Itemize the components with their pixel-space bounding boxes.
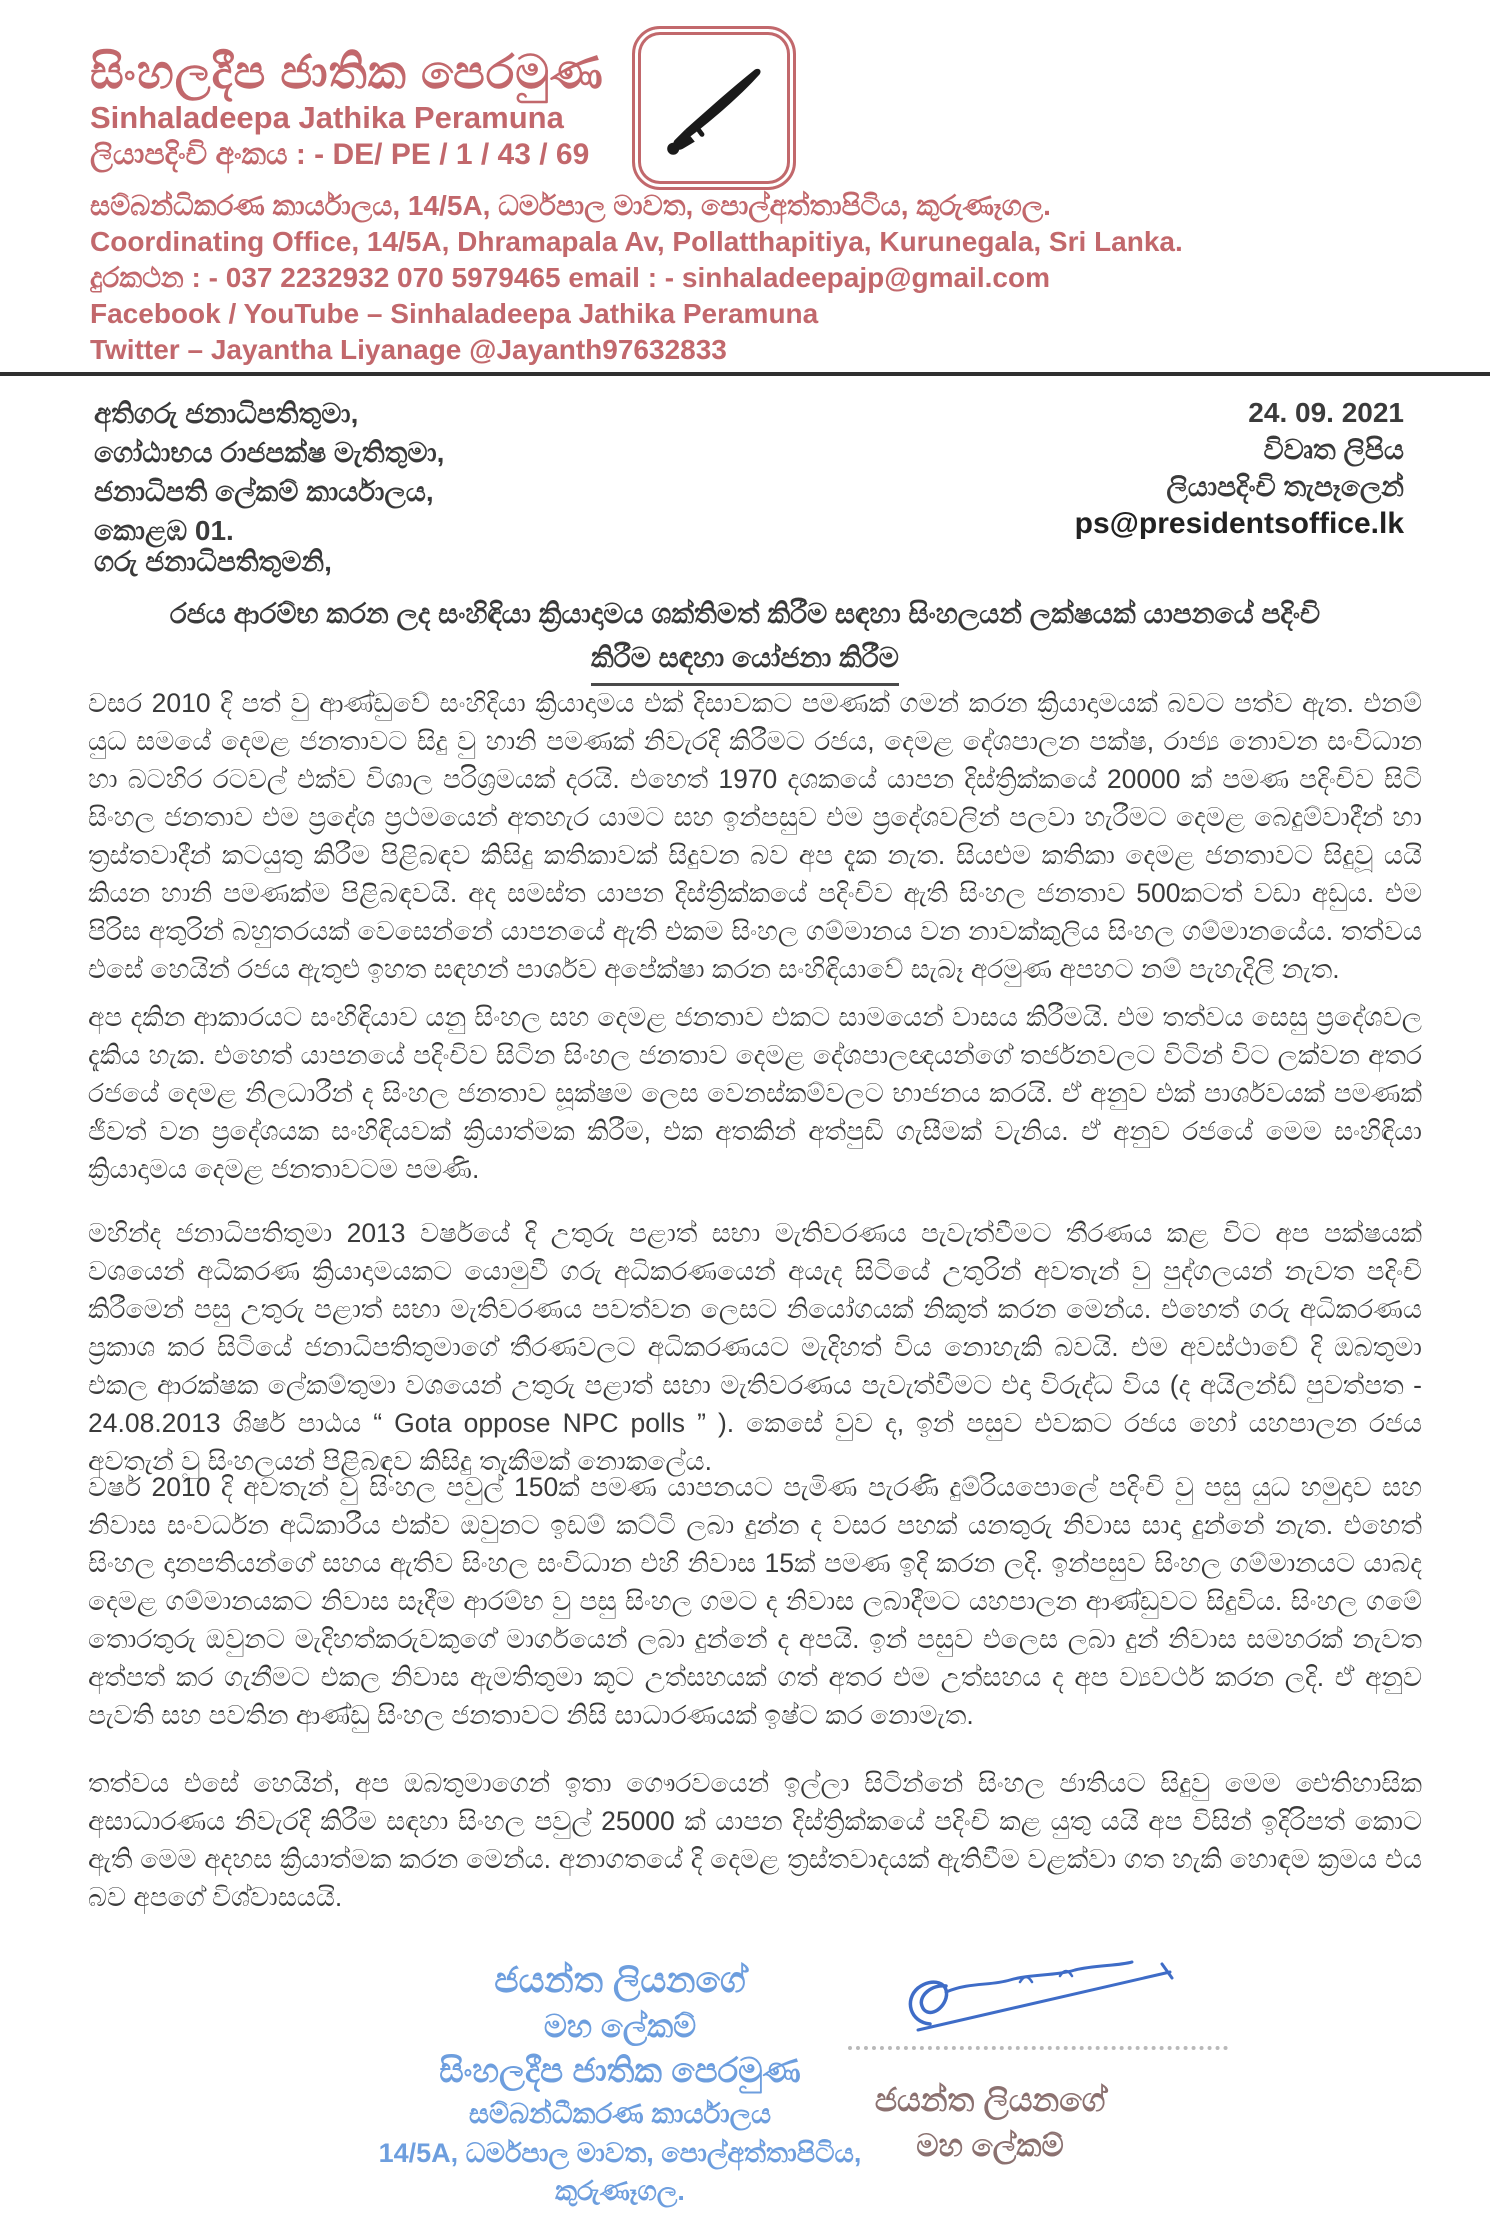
stamp-line: කුරුණෑගල.	[555, 2176, 685, 2206]
signer-title: මහ ලේකම්	[916, 2128, 1064, 2163]
party-logo	[632, 26, 796, 190]
letterhead-divider	[0, 372, 1490, 376]
facebook-youtube-line: Facebook / YouTube – Sinhaladeepa Jathika Peramuna	[90, 298, 819, 329]
paragraph-4: වර්ෂ 2010 දි අවතැන් වු සිංහල පවුල් 150ක් පමණ යාපනයට පැමිණ පැරණි දුම්රියපොලේ පදිංචි වු පසු යුධ හමුදාව සහ නිවාස සංවර්ධන අධිකාරීය එක්ව ඔවුනට ඉඩම් කට්ටි ලබා දුන්න ද වසර පහක් යනතුරු නිවාස සාදා දුන්නේ නැත. එහෙත් සිංහල දානපතියන්ගේ සහය ඇතිව සිංහල සංවිධාන එහි නිවාස 15ක් පමණ ඉදි කරන ලදි. ඉන්පසුව සිංහල ගම්මානයට යාබද දෙමළ ගම්මානයකට නිවාස සෑදීම ආරම්භ වු පසු සිංහල ගමට ද නිවාස ලබාදීමට යහපාලන ආණ්ඩුවට සිදුවිය. සිංහල ගමේ තොරතුරු ඔවුනට මැදිහත්කරුවකුගේ මාර්ගයෙන් ලබා දුන්නේ ද අපයි. ඉන් පසුව එලෙස ලබා දුන් නිවාස සමහරක් නැවත අත්පත් කර ගැනීමට එකල නිවාස ඇමතිතුමා කූට උත්සහයක් ගත් අතර එම උත්සහය ද අප ව්‍යවර්ථ කරන ලදි. ඒ අනුව පැවති සහ පවතින ආණ්ඩු සිංහල ජනතාවට නිසි සාධාරණයක් ඉෂ්ට කර නොමැත.	[88, 1472, 1422, 1730]
stamp-line: සිංහලදීප ජාතික පෙරමුණ	[439, 2052, 801, 2090]
recipient-line: ජනාධිපති ලේකම් කාර්යාලය,	[94, 476, 434, 507]
registration-number: ලියාපදිංචි අංකය : - DE/ PE / 1 / 43 / 69	[90, 138, 590, 171]
phone-email-line: දුරකථන : - 037 2232932 070 5979465 email : - sinhaladeepajp@gmail.com	[90, 262, 1050, 293]
recipient-line: කොළඹ 01.	[94, 515, 234, 546]
open-letter-label: විවෘත ලිපිය	[1263, 434, 1404, 465]
recipient-address-block	[94, 394, 444, 550]
twitter-line: Twitter – Jayantha Liyanage @Jayanth97632833	[90, 334, 727, 365]
letter-date: 24. 09. 2021	[1248, 397, 1404, 428]
recipient-email: ps@presidentsoffice.lk	[1074, 507, 1404, 540]
stamp-line: ජයන්ත ලියනගේ	[494, 1959, 746, 2000]
subject-line-1: රජය ආරම්භ කරන ලද සංහිඳියා ක්‍රියාදාමය ශක්තිමත් කිරීම සඳහා සිංහලයන් ලක්ෂයක් යාපනයේ පදිංචි	[169, 598, 1321, 629]
stamp-line: 14/5A, ධර්මපාල මාවත, පොල්අත්තාපිටිය,	[378, 2138, 862, 2168]
subject-heading	[70, 592, 1420, 686]
subject-line-2: කිරීම සඳහා යෝජනා කිරීම	[591, 636, 899, 686]
paragraph-3: මහින්ද ජනාධිපතිතුමා 2013 වර්ෂයේ දි උතුරු පළාත් සභා මැතිවරණය පැවැත්වීමට තීරණය කළ විට අප පක්ෂයක් වශයෙන් අධිකරණ ක්‍රියාදාමයකට යොමුවී ගරු අධිකරණයෙන් අයැද සිටියේ උතුරින් අවතැන් වු පුද්ගලයන් නැවත පදිංචි කිරීමෙන් පසු උතුරු පළාත් සභා මැතිවරණය පවත්වන ලෙසට නියෝගයක් නිකුත් කරන මෙන්ය. එහෙත් ගරු අධිකරණය ප්‍රකාශ කර සිටියේ ජනාධිපතිතුමාගේ තීරණවලට අධිකරණයට මැදිහත් විය නොහැකි බවයි. එම අවස්ථාවේ දි ඔබතුමා එකල ආරක්ෂක ලේකම්තුමා වශයෙන් උතුරු පළාත් සභා මැතිවරණය පැවැත්වීමට එදා විරුද්ධ විය (ද අයිලන්ඩ් පුවත්පත - 24.08.2013 ශිර්ෂ පාඨය “ Gota oppose NPC polls ” ). කෙසේ වුව ද, ඉන් පසුව එවකට රජය හෝ යහපාලන රජය අවතැන් වු සිංහලයන් පිළිබඳව කිසිදු තැකීමක් නොකලේය.	[88, 1218, 1422, 1476]
paragraph-2: අප දකින ආකාරයට සංහිඳියාව යනු සිංහල සහ දෙමළ ජනතාව එකට සාමයෙන් වාසය කිරීමයි. එම තත්වය සෙසු ප්‍රදේශවල දැකිය හැක. එහෙත් යාපනයේ පදිංචිව සිටින සිංහල ජනතාව දෙමළ දේශපාලඥයන්ගේ තර්ජනවලට විටින් විට ලක්වන අතර රජයේ දෙමළ නිලධාරීන් ද සිංහල ජනතාව සූක්ෂම ලෙස වෙනස්කම්වලට භාජනය කරයි. ඒ අනුව එක් පාර්ශවයක් පමණක් ජීවත් වන ප්‍රදේශයක සංහිඳියවක් ක්‍රියාත්මක කිරීම, එක අතකින් අත්පුඩි ගැසීමක් වැනිය. ඒ අනුව රජයේ මෙම සංහිඳියා ක්‍රියාදාමය දෙමළ ජනතාවටම පමණි.	[88, 1002, 1422, 1184]
salutation: ගරු ජනාධිපතිතුමනි,	[94, 546, 332, 577]
paragraph-1: වසර 2010 දි පත් වු ආණ්ඩුවේ සංහිදියා ක්‍රියාදාමය එක් දිසාවකට පමණක් ගමන් කරන ක්‍රියාදාමයක් බවට පත්ව ඇත. එනම් යුධ සමයේ දෙමළ ජනතාවට සිදු වු හානි පමණක් නිවැරදි කිරීමට රජය, දෙමළ දේශපාලන පක්ෂ, රාජ්‍ය නොවන සංවිධාන හා බටහිර රටවල් එක්ව විශාල පරිශ්‍රමයක් දරයි. එහෙත් 1970 දශකයේ යාපන දිස්ත්‍රික්කයේ 20000 ක් පමණ පදිංචිව සිටි සිංහල ජනතාව එම ප්‍රදේශ ප්‍රථමයෙන් අතහැර යාමට සහ ඉන්පසුව එම ප්‍රදේශවලින් පලවා හැරීමට දෙමළ බෙදුම්වාදීන් හා ත්‍රස්තවාදීන් කටයුතු කිරීම පිළිබඳව කිසිදු කතිකාවක් සිදුවන බව අප දැක නැත. සියළුම කතිකා දෙමළ ජනතාවට සිදුවූ යයි කියන හානි පමණක්ම පිළිබඳවයි. අද සමස්ත යාපන දිස්ත්‍රික්කයේ පදිංචිව ඇති සිංහල ජනතාව 500කටත් වඩා අඩුය. එම පිරිස අතුරින් බහුතරයක් වෙසෙන්නේ යාපනයේ ඇති එකම සිංහල ගම්මානය වන නාවක්කුලිය සිංහල ගම්මානයේය. තත්වය එසේ හෙයින් රජය ඇතුළු ඉහත සඳහන් පාර්ශව අපේක්ෂා කරන සංහිඳියාවේ සැබෑ අරමුණ අපහට නම් පැහැදිලි නැත.	[88, 688, 1422, 984]
org-name-english: Sinhaladeepa Jathika Peramuna	[90, 100, 564, 135]
registered-post-label: ලියාපදිංචි තැපෑලෙන්	[1166, 471, 1404, 502]
recipient-line: අතිගරු ජනාධිපතිතුමා,	[94, 398, 359, 429]
stamp-line: මහ ලේකම්	[543, 2008, 697, 2044]
office-address-english: Coordinating Office, 14/5A, Dhramapala Av, Pollatthapitiya, Kurunegala, Sri Lanka.	[90, 226, 1183, 257]
signer-name: ජයන්ත ලියනගේ	[874, 2081, 1106, 2118]
signature-dotted-line	[848, 2020, 1228, 2050]
org-name-sinhala: සිංහලදීප ජාතික පෙරමුණ	[90, 45, 604, 98]
recipient-line: ගෝඨාභය රාජපක්ෂ මැතිතුමා,	[94, 437, 445, 468]
office-address-sinhala: සම්බන්ධිකරණ කාර්යාලය, 14/5A, ධර්මපාල මාවත, පොල්අත්තාපිටිය, කුරුණෑගල.	[90, 190, 1051, 221]
date-delivery-block	[1075, 394, 1404, 542]
paragraph-5: තත්වය එසේ හෙයින්, අප ඔබතුමාගෙන් ඉතා ගෞරවයෙන් ඉල්ලා සිටින්නේ සිංහල ජාතියට සිදුවු මෙම ඓතිහාසික අසාධාරණය නිවැරදි කිරීම සඳහා සිංහල පවුල් 25000 ක් යාපන දිස්ත්‍රික්කයේ පදිංචි කළ යුතු යයි අප විසින් ඉදිරිපත් කොට ඇති මෙම අදහස ක්‍රියාත්මක කරන මෙන්ය. අනාගතයේ දි දෙමළ ත්‍රස්තවාදයක් ඇතිවීම වළක්වා ගත හැකි හොඳම ක්‍රමය එය බව අපගේ විශ්වාසයයි.	[88, 1768, 1422, 1912]
signer-block	[820, 2076, 1160, 2168]
kastane-sword-icon	[654, 48, 774, 168]
stamp-line: සම්බන්ධීකරණ කාර්යාලය	[468, 2098, 772, 2129]
